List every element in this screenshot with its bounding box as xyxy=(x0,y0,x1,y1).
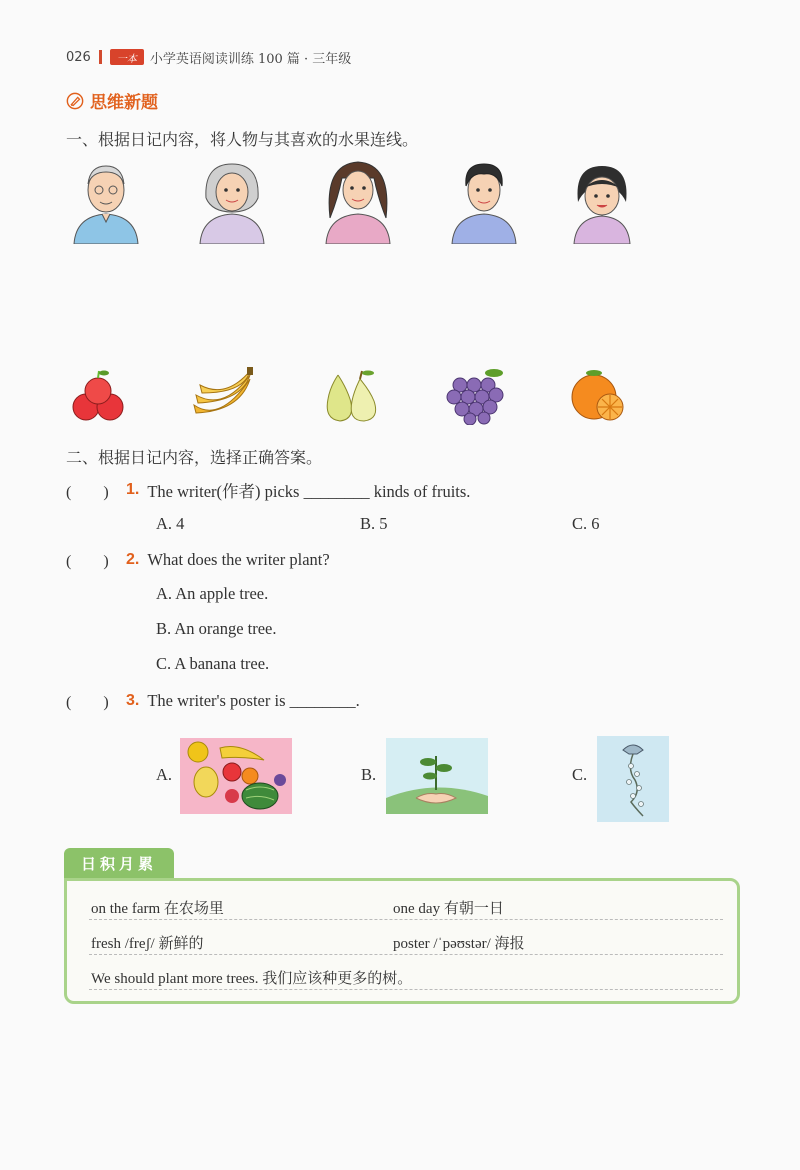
vocab-item: one day 有朝一日 xyxy=(393,901,504,917)
page-header xyxy=(66,46,351,68)
grandpa-image xyxy=(66,158,146,244)
question-stem-3: The writer's poster is ________. xyxy=(147,690,360,710)
vocab-item: on the farm 在农场里 xyxy=(91,901,224,917)
vocab-divider xyxy=(89,919,723,920)
book-title: 小学英语阅读训练 100 篇 · 三年级 xyxy=(149,51,352,67)
grapes-image xyxy=(442,365,510,425)
question-stem-2: What does the writer plant? xyxy=(147,549,330,569)
mother-image xyxy=(318,158,398,244)
question-number-3: 3. xyxy=(126,691,140,709)
father-image xyxy=(444,158,524,244)
pencil-icon xyxy=(66,92,84,110)
answer-blank-2[interactable]: ( ) xyxy=(66,553,109,570)
q1-option-c[interactable]: C. 6 xyxy=(572,514,600,533)
header-divider xyxy=(99,50,102,64)
vocab-item: poster /ˈpəʊstər/ 海报 xyxy=(393,936,525,952)
q3-option-a[interactable]: A. xyxy=(156,765,173,784)
question-3 xyxy=(66,689,360,712)
q2-option-c[interactable]: C. A banana tree. xyxy=(156,654,270,673)
grandma-image xyxy=(192,158,272,244)
q3-option-b[interactable]: B. xyxy=(361,765,377,784)
q3-option-c[interactable]: C. xyxy=(572,765,588,784)
plant-poster-image xyxy=(386,738,488,814)
section-title-text: 思维新题 xyxy=(90,93,158,113)
q2-option-b[interactable]: B. An orange tree. xyxy=(156,619,277,638)
question-2 xyxy=(66,548,330,571)
pears-image xyxy=(316,365,384,425)
question-number-1: 1. xyxy=(126,481,140,498)
page-number: 026 xyxy=(66,49,91,65)
bananas-image xyxy=(190,365,258,425)
vocab-box xyxy=(64,878,740,1004)
question-stem-1: The writer(作者) picks ________ kinds of fruits. xyxy=(147,482,471,501)
orange-image xyxy=(566,365,634,425)
question-number-2: 2. xyxy=(126,550,140,568)
answer-blank-3[interactable]: ( ) xyxy=(66,694,109,711)
question-1 xyxy=(66,478,470,502)
q1-option-b[interactable]: B. 5 xyxy=(360,514,388,533)
q1-option-a[interactable]: A. 4 xyxy=(156,514,185,533)
water-poster-image xyxy=(597,736,669,822)
vocab-divider xyxy=(89,989,723,990)
apples-image xyxy=(64,365,132,425)
answer-blank-1[interactable]: ( ) xyxy=(66,483,109,501)
girl-image xyxy=(562,158,642,244)
fruit-poster-image xyxy=(180,738,292,814)
vocab-divider xyxy=(89,954,723,955)
section-title xyxy=(66,88,158,113)
part1-heading: 一、根据日记内容，将人物与其喜欢的水果连线。 xyxy=(66,130,419,149)
vocab-tab-title: 日积月累 xyxy=(64,848,174,878)
vocab-item: We should plant more trees. 我们应该种更多的树。 xyxy=(91,971,413,987)
part2-heading: 二、根据日记内容，选择正确答案。 xyxy=(66,448,323,467)
vocab-item: fresh /freʃ/ 新鲜的 xyxy=(91,936,204,952)
brand-logo: 一本 xyxy=(110,49,144,65)
q2-option-a[interactable]: A. An apple tree. xyxy=(156,584,269,603)
